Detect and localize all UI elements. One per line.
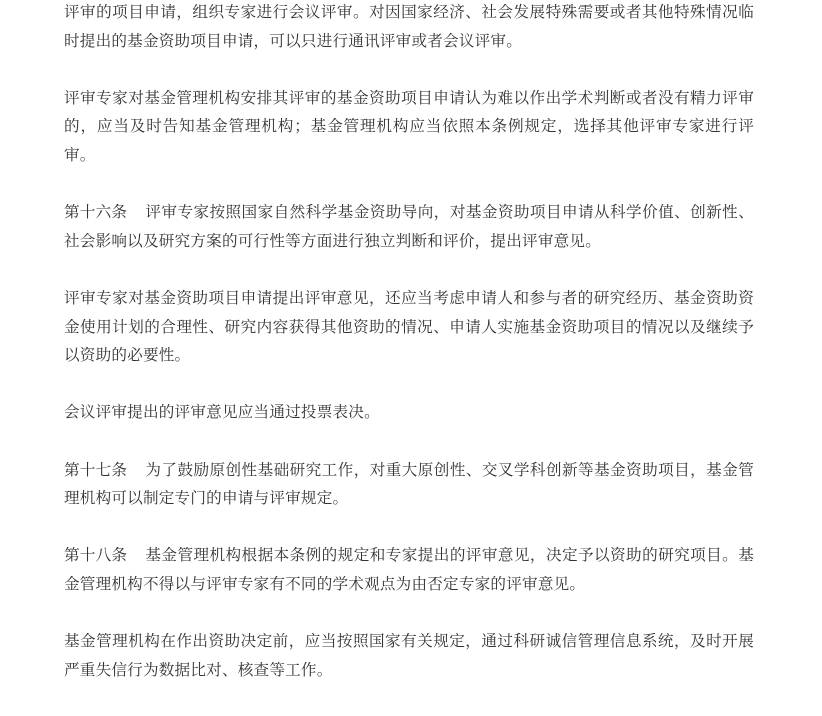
paragraph-4 bbox=[64, 284, 754, 370]
paragraph-text: 评审专家对基金管理机构安排其评审的基金资助项目申请认为难以作出学术判断或者没有精力评审的，应当及时告知基金管理机构；基金管理机构应当依照本条例规定，选择其他评审专家进行评审。 bbox=[64, 88, 754, 164]
paragraph-5 bbox=[64, 398, 754, 427]
paragraph-text: 基金管理机构在作出资助决定前，应当按照国家有关规定，通过科研诚信管理信息系统，及时开展严重失信行为数据比对、核查等工作。 bbox=[64, 632, 754, 679]
article-number: 第十八条 bbox=[64, 546, 128, 565]
article-17-paragraph bbox=[64, 456, 754, 513]
paragraph-text: 评审的项目申请，组织专家进行会议评审。对因国家经济、社会发展特殊需要或者其他特殊情况临时提出的基金资助项目申请，可以只进行通讯评审或者会议评审。 bbox=[64, 3, 754, 50]
paragraph-text: 基金管理机构根据本条例的规定和专家提出的评审意见，决定予以资助的研究项目。基金管理机构不得以与评审专家有不同的学术观点为由否定专家的评审意见。 bbox=[64, 546, 754, 593]
article-18-paragraph bbox=[64, 541, 754, 598]
article-number: 第十七条 bbox=[64, 460, 128, 479]
paragraph-text: 评审专家对基金资助项目申请提出评审意见，还应当考虑申请人和参与者的研究经历、基金资助资金使用计划的合理性、研究内容获得其他资助的情况、申请人实施基金资助项目的情况以及继续予以资助的必要性。 bbox=[64, 288, 754, 365]
paragraph-2 bbox=[64, 84, 754, 170]
paragraph-text: 会议评审提出的评审意见应当通过投票表决。 bbox=[64, 403, 380, 422]
document-body bbox=[64, 0, 754, 713]
paragraph-1 bbox=[64, 0, 754, 55]
article-16-paragraph bbox=[64, 198, 754, 255]
paragraph-text: 评审专家按照国家自然科学基金资助导向，对基金资助项目申请从科学价值、创新性、社会影响以及研究方案的可行性等方面进行独立判断和评价，提出评审意见。 bbox=[64, 203, 754, 250]
paragraph-8 bbox=[64, 627, 754, 684]
article-number: 第十六条 bbox=[64, 203, 128, 222]
paragraph-text: 为了鼓励原创性基础研究工作，对重大原创性、交叉学科创新等基金资助项目，基金管理机构可以制定专门的申请与评审规定。 bbox=[64, 460, 754, 508]
